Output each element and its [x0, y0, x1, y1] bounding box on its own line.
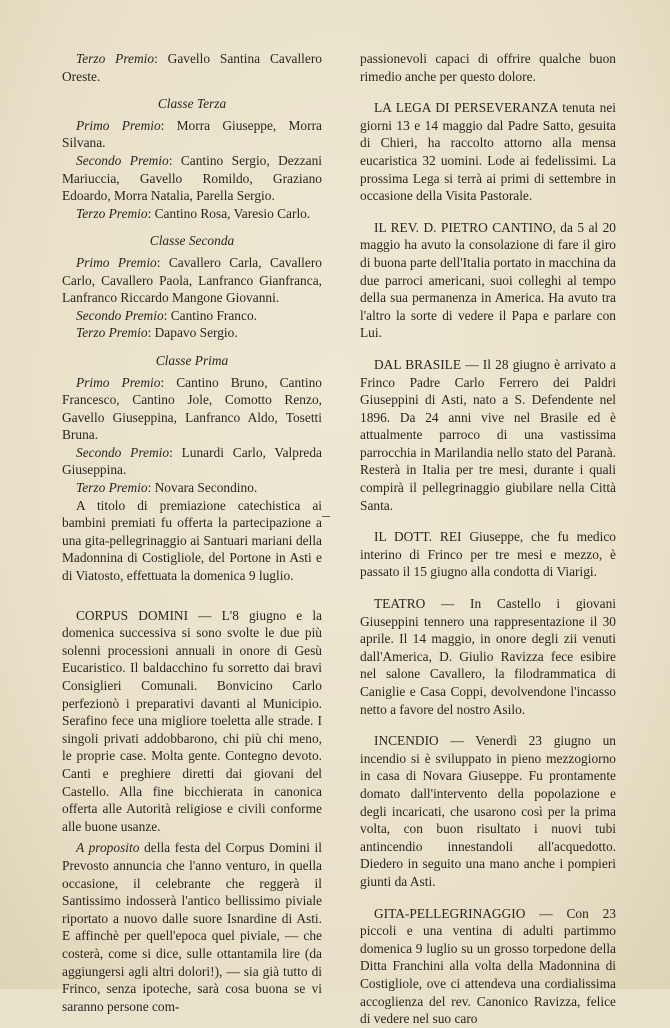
prize-label: Primo Premio [76, 117, 161, 133]
prize-line [62, 152, 322, 205]
prize-line [62, 374, 322, 444]
prize-line [62, 254, 322, 307]
incendio-paragraph: INCENDIO — Venerdì 23 giugno un incendio si è sviluppato in pieno mezzogiorno in casa di Novara Giuseppe. Fu prontamente domato dall'intervento della popolazione e degli incaricati, che usarono così per la prima volta, con buon risultato i nuovi tubi antincendio innestandoli all'acquedotto. Diedero in seguito una mano anche i pompieri giunti da Asti. [360, 733, 616, 889]
prize-winners: : Cantino Bruno, Cantino Francesco, Cantino Jole, Comotto Renzo, Gavello Giuseppina, Lanfranco Aldo, Tosetti Bruna. [62, 374, 323, 443]
teatro-paragraph: TEATRO — In Castello i giovani Giuseppini tennero una rappresentazione il 30 aprile. Il 14 maggio, in onore degli zii venuti dall'America, D. Giulio Ravizza fece esibire nel salone Cavallero, la filodrammatica di Caniglie e Casa Coppi, devolvendone l'incasso netto a favore del nostro Asilo. [360, 596, 616, 717]
corpus-domini-paragraph: CORPUS DOMINI — L'8 giugno e la domenica successiva si sono svolte le due più solenni processioni annuali in onore di Gesù Eucaristico. Il baldacchino fu sorretto dai bravi Consiglieri Comunali. Bonvicino Carlo perfezionò i preparativi davanti al Municipio. Serafino fece una migliore toeletta alle strade. I singoli privati addobbarono, chi più chi meno, le proprie case. Molta gente. Contegno devoto. Canti e preghiere diretti dai giovani del Castello. Alla fine bicchierata in canonica offerta alle Autorità religiose e civili conforme alle buone usanze. [62, 607, 322, 834]
prize-line [62, 307, 322, 325]
prize-winners: : Cantino Franco. [163, 307, 257, 323]
prize-winners: : Lunardi Carlo, Valpreda Giuseppina. [62, 444, 322, 478]
column-dash [322, 516, 330, 517]
prize-label: Terzo Premio [76, 480, 148, 496]
prize-line [62, 479, 322, 497]
right-column [360, 50, 616, 1028]
prize-winners: : Novara Secondino. [147, 480, 258, 496]
prize-label: Secondo Premio [76, 307, 164, 323]
lega-paragraph: LA LEGA DI PERSEVERANZA tenuta nei giorni 13 e 14 maggio dal Padre Satto, gesuita di Chieri, ha raccolto attorno alla mensa eucaristica 32 uomini. Lode ai fedelissimi. La prossima Lega si terrà ai primi di settembre in occasione della Visita Pastorale. [360, 100, 616, 204]
prize-winners: : Dapavo Sergio. [147, 325, 238, 341]
brasile-paragraph: DAL BRASILE — Il 28 giugno è arrivato a Frinco Padre Carlo Ferrero dei Paldri Giuseppini di Asti, nato a S. Defendente nel 1896. Da 24 anni vive nel Brasile ed è attualmente parroco di una vastissima parrocchia in Marilandia nello stato del Paranà. Resterà in Italia per tre mesi, durante i quali compirà il pellegrinaggio giubilare nella Città Santa. [360, 356, 616, 513]
prize-winners: : Cantino Sergio, Dezzani Mariuccia, Gavello Romildo, Graziano Edoardo, Morra Natalia, Parella Sergio. [62, 152, 322, 204]
prize-label: Terzo Premio [76, 51, 155, 66]
prize-winners: : Gavello Santina Cavallero Oreste. [62, 51, 322, 84]
a-proposito-label: A proposito [76, 840, 140, 856]
prize-label: Secondo Premio [76, 444, 170, 460]
prize-line [62, 50, 322, 85]
cantino-paragraph: IL REV. D. PIETRO CANTINO, da 5 al 20 maggio ha avuto la consolazione di fare il giro di buona parte dell'Italia portato in macchina da due parroci americani, suoi colleghi al tempo della sua permanenza in America. Ha avuto tra l'altro la sorte di vedere il Papa e parlare con Lui. [360, 219, 616, 341]
prize-winners: : Cantino Rosa, Varesio Carlo. [147, 205, 311, 221]
class-heading-seconda: Classe Seconda [149, 233, 235, 249]
prize-winners: : Morra Giuseppe, Morra Silvana. [62, 117, 322, 151]
prize-winners: : Cavallero Carla, Cavallero Carlo, Cavallero Paola, Lanfranco Gianfranca, Lanfranco Riccardo Mangone Giovanni. [62, 254, 323, 306]
gita-paragraph: GITA-PELLEGRINAGGIO — Con 23 piccoli e una ventina di adulti partimmo domenica 9 luglio su un grosso torpedone della Ditta Franchini alla volta della Madonnina di Costigliole, ove ci attendeva una cordialissima accoglienza del rev. Canonico Ravizza, felice di vedere nel suo caro [360, 905, 616, 1027]
prize-label: Terzo Premio [76, 205, 148, 221]
prize-line [62, 324, 322, 342]
prize-label: Primo Premio [76, 374, 161, 390]
prize-line [62, 205, 322, 223]
prize-line [62, 117, 322, 152]
class-heading-prima: Classe Prima [155, 352, 229, 368]
a-proposito-text: della festa del Corpus Domini il Prevosto annuncia che l'anno venturo, in quella occasione, il celebrante che reggerà il Santissimo indosserà l'antico bellissimo piviale riportato a nuovo dalle suore Isnardine di Asti. E affinchè per quell'epoca quel piviale, — che costerà, come si dice, sulle ottantamila lire (da aggiungersi agli altri dolori!), — sia già tutto di Frinco, senza ipoteche, sarà cosa buona se vi saranno persone com- [62, 840, 322, 1014]
continuation-paragraph: passionevoli capaci di offrire qualche buon rimedio anche per questo dolore. [360, 51, 616, 84]
prize-label: Terzo Premio [76, 325, 148, 341]
left-column [62, 50, 322, 1015]
prize-label: Primo Premio [76, 254, 157, 270]
prize-label: Secondo Premio [76, 152, 169, 168]
rei-paragraph: IL DOTT. REI Giuseppe, che fu medico interino di Frinco per tre mesi e mezzo, è passato il 15 giugno alla condotta di Viarigi. [360, 529, 616, 580]
prize-line [62, 444, 322, 479]
class-heading-terza: Classe Terza [157, 96, 227, 112]
premiazione-paragraph: A titolo di premiazione catechistica ai bambini premiati fu offerta la partecipazione a una gita-pellegrinaggio ai Santuari mariani della Madonnina di Costigliole, del Portone in Asti e di Viatosto, effettuata la domenica 9 luglio. [62, 497, 322, 584]
